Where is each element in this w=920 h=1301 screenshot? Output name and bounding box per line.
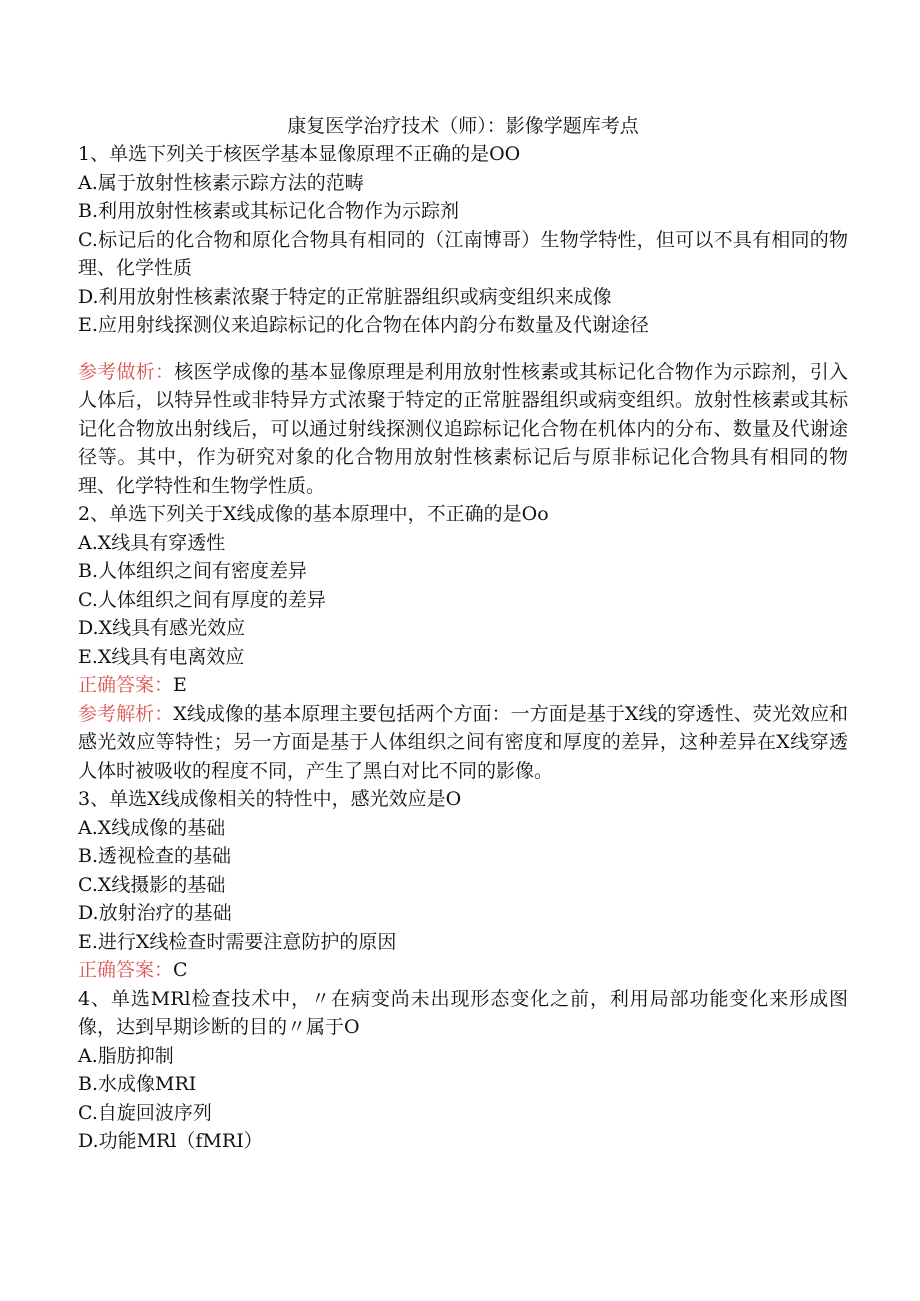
question-3-option-d: D.放射治疗的基础 bbox=[78, 902, 232, 924]
question-2-analysis bbox=[78, 700, 848, 786]
spacer bbox=[78, 340, 848, 358]
question-4-option-b: B.水成像MRI bbox=[78, 1073, 197, 1095]
question-3-option-a: A.X线成像的基础 bbox=[78, 816, 226, 839]
question-2-option-c: C.人体组织之间有厚度的差异 bbox=[78, 588, 326, 611]
question-3-option-b: B.透视检查的基础 bbox=[78, 845, 232, 867]
question-2-stem: 2、单选下列关于X线成像的基本原理中，不正确的是Oo bbox=[78, 503, 549, 525]
question-1-option-a: A.属于放射性核素示踪方法的范畴 bbox=[78, 171, 364, 194]
answer-value: C bbox=[173, 959, 188, 981]
analysis-label: 参考做析： bbox=[78, 360, 175, 383]
question-1-option-b: B.利用放射性核素或其标记化合物作为示踪剂 bbox=[78, 200, 460, 222]
question-3-answer bbox=[78, 956, 848, 985]
question-2-option-d: D.X线具有感光效应 bbox=[78, 617, 246, 639]
question-2-option-b: B.人体组织之间有密度差异 bbox=[78, 560, 308, 582]
question-3-option-e: E.进行X线检查时需要注意防护的原因 bbox=[78, 930, 397, 953]
analysis-text: 核医学成像的基本显像原理是利用放射性核素或其标记化合物作为示踪剂，引入人体后，以特异性或非特异方式浓聚于特定的正常脏器组织或病变组织。放射性核素或其标记化合物放出射线后，可以通过射线探测仪追踪标记化合物在机体内的分布、数量及代谢途径等。其中，作为研究对象的化合物用放射性核素标记后与原非标记化合物具有相同的物理、化学特性和生物学性质。 bbox=[78, 360, 848, 497]
question-4-option-c: C.自旋回波序列 bbox=[78, 1101, 212, 1124]
question-1-stem: 1、单选下列关于核医学基本显像原理不正确的是OO bbox=[78, 143, 521, 165]
question-3-option-c: C.X线摄影的基础 bbox=[78, 873, 226, 896]
question-2-option-a: A.X线具有穿透性 bbox=[78, 531, 226, 554]
answer-label: 正确答案： bbox=[78, 674, 174, 696]
question-2-answer bbox=[78, 671, 848, 700]
question-2-option-e: E.X线具有电离效应 bbox=[78, 645, 245, 668]
question-4-option-a: A.脂肪抑制 bbox=[78, 1044, 174, 1067]
page-title: 康复医学治疗技术（师）：影像学题库考点 bbox=[287, 115, 639, 137]
question-1-option-e: E.应用射线探测仪来追踪标记的化合物在体内韵分布数量及代谢途径 bbox=[78, 314, 649, 336]
question-3-stem: 3、单选X线成像相关的特性中，感光效应是O bbox=[78, 788, 462, 810]
question-1-analysis bbox=[78, 358, 848, 501]
answer-value: E bbox=[173, 674, 187, 696]
question-1-option-d: D.利用放射性核素浓聚于特定的正常脏器组织或病变组织来成像 bbox=[78, 285, 612, 308]
analysis-label: 参考解析： bbox=[78, 702, 174, 725]
question-1-option-c: C.标记后的化合物和原化合物具有相同的（江南博哥）生物学特性，但可以不具有相同的物理、化学性质 bbox=[78, 228, 848, 279]
answer-label: 正确答案： bbox=[78, 959, 174, 981]
question-4-option-d: D.功能MRl（fMRI） bbox=[78, 1130, 263, 1152]
question-4-stem: 4、单选MRl检查技术中，〃在病变尚未出现形态变化之前，利用局部功能变化来形成图像，达到早期诊断的目的〃属于O bbox=[78, 987, 848, 1038]
analysis-text: X线成像的基本原理主要包括两个方面：一方面是基于X线的穿透性、荧光效应和感光效应等特性；另一方面是基于人体组织之间有密度和厚度的差异，这种差异在X线穿透人体时被吸收的程度不同，产生了黑白对比不同的影像。 bbox=[78, 702, 848, 782]
